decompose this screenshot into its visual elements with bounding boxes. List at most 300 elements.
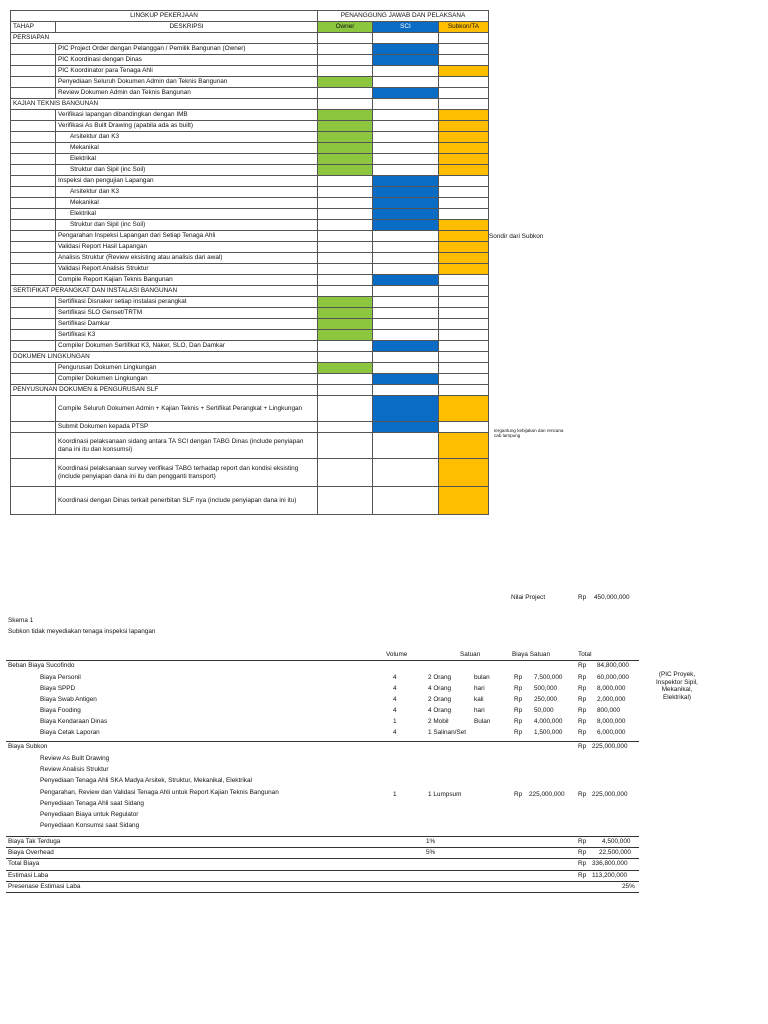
item-unit: hari	[474, 685, 485, 692]
table-row	[11, 66, 489, 77]
nilai-project-value: 450,000,000	[594, 594, 630, 601]
phase-cell	[11, 341, 56, 352]
description-cell: Koordinasi dengan Dinas terkait penerbitan SLF nya (include penyiapan dana ini itu)	[56, 487, 318, 515]
description-cell: Koordinasi pelaksanaan survey verifikasi TABG terhadap report dan kondisi eksisting (include penyiapan dana ini itu dan pengganti transport)	[56, 459, 318, 487]
col-biaya-satuan: Biaya Satuan	[512, 651, 551, 658]
subkon-cell	[439, 77, 489, 88]
phase-cell	[11, 110, 56, 121]
owner-cell	[318, 209, 373, 220]
subkon-item: Penyediaan Tenaga Ahli SKA Madya Arsitek, Struktur, Mekanikal, Elektrikal	[40, 777, 252, 785]
owner-cell	[318, 220, 373, 231]
phase-cell	[11, 487, 56, 515]
header-owner: Owner	[318, 22, 373, 33]
phase-cell	[11, 422, 56, 433]
col-volume: Volume	[386, 651, 408, 658]
item-rp: Rp	[514, 696, 523, 703]
subkon-item: Pengarahan, Review dan Validasi Tenaga Ahli untuk Report Kajian Teknis Bangunan	[40, 788, 279, 796]
rule-line	[6, 741, 639, 742]
subkon-cell	[439, 341, 489, 352]
sci-cell	[373, 242, 439, 253]
subkon-cell	[439, 286, 489, 297]
subkon-cell	[439, 176, 489, 187]
item-volume: 4	[393, 696, 397, 703]
sci-cell	[373, 220, 439, 231]
owner-cell	[318, 385, 373, 396]
item-unit: kali	[474, 696, 484, 703]
subkon-cell	[439, 242, 489, 253]
laba-rp: Rp	[578, 872, 587, 879]
sci-cell	[373, 459, 439, 487]
phase-cell	[11, 242, 56, 253]
table-row	[11, 209, 489, 220]
phase-cell	[11, 121, 56, 132]
phase-cell	[11, 363, 56, 374]
item-volume: 4	[393, 685, 397, 692]
owner-cell	[318, 433, 373, 459]
description-cell: Penyediaan Seluruh Dokumen Admin dan Teknis Bangunan	[56, 77, 318, 88]
sci-cell	[373, 396, 439, 422]
owner-cell	[318, 33, 373, 44]
sci-cell	[373, 363, 439, 374]
header-sci: SCI	[373, 22, 439, 33]
phase-cell	[11, 459, 56, 487]
table-row	[11, 264, 489, 275]
item-rp: Rp	[514, 718, 523, 725]
item-total: 2,000,000	[597, 696, 626, 703]
table-row	[11, 459, 489, 487]
item-volume: 4	[393, 674, 397, 681]
item-qty: 2 Orang	[428, 696, 452, 703]
item-price: 1,500,000	[534, 729, 563, 736]
table-row	[11, 374, 489, 385]
rule-line	[6, 870, 639, 871]
skema-desc: Subkon tidak meyediakan tenaga inspeksi lapangan	[8, 628, 156, 635]
subkon-item: Penyediaan Biaya untuk Regulator	[40, 811, 139, 818]
responsibility-table	[10, 10, 489, 515]
subkon-item: Penyediaan Konsumsi saat Sidang	[40, 822, 140, 830]
phase-cell	[11, 143, 56, 154]
description-cell: Submit Dokumen kepada PTSP	[56, 422, 318, 433]
subkon-qty: 1 Lumpsum	[428, 791, 462, 798]
description-cell: PIC Project Order dengan Pelanggan / Pemilik Bangunan (Owner)	[56, 44, 318, 55]
subkon-cell	[439, 433, 489, 459]
description-cell: Review Dokumen Admin dan Teknis Bangunan	[56, 88, 318, 99]
phase-cell	[11, 231, 56, 242]
item-total: 6,000,000	[597, 729, 626, 736]
owner-cell	[318, 341, 373, 352]
table-row	[11, 297, 489, 308]
item-qty: 4 Orang	[428, 707, 452, 714]
subkon-cell	[439, 396, 489, 422]
item-rp: Rp	[578, 729, 587, 736]
description-cell: Sertifikasi Disnaker setiap instalasi perangkat	[56, 297, 318, 308]
phase-cell	[11, 66, 56, 77]
description-cell: Arsitektur dan K3	[56, 132, 318, 143]
owner-cell	[318, 143, 373, 154]
subkon-cell	[439, 297, 489, 308]
table-row	[11, 231, 489, 242]
tak-terduga-rp: Rp	[578, 838, 587, 845]
sci-cell	[373, 198, 439, 209]
description-cell: PIC Koordinasi dengan Dinas	[56, 55, 318, 66]
owner-cell	[318, 374, 373, 385]
owner-cell	[318, 77, 373, 88]
description-cell: Compiler Dokumen Lingkungan	[56, 374, 318, 385]
table-row	[11, 253, 489, 264]
owner-cell	[318, 88, 373, 99]
owner-cell	[318, 422, 373, 433]
phase-cell	[11, 209, 56, 220]
subkon-cell	[439, 330, 489, 341]
item-name: Biaya Fooding	[40, 707, 81, 714]
description-cell: Struktur dan Sipil (inc Soil)	[56, 220, 318, 231]
subkon-cell	[439, 487, 489, 515]
sci-cell	[373, 286, 439, 297]
overhead-pct: 5%	[426, 849, 436, 856]
phase-cell	[11, 396, 56, 422]
header-subkon: Subkon/TA	[439, 22, 489, 33]
tak-terduga-pct: 1%	[426, 838, 436, 845]
subkon-line-total: 225,000,000	[592, 791, 628, 798]
sci-cell	[373, 231, 439, 242]
owner-cell	[318, 231, 373, 242]
rule-line	[6, 836, 639, 837]
item-price: 4,000,000	[534, 718, 563, 725]
description-cell: Sertifikasi SLO Genset/TRTM	[56, 308, 318, 319]
table-row	[11, 319, 489, 330]
item-rp: Rp	[514, 674, 523, 681]
owner-cell	[318, 176, 373, 187]
subkon-rp2: Rp	[578, 791, 587, 798]
owner-cell	[318, 352, 373, 363]
description-cell: Verifikasi As Built Drawing (apabila ada as built)	[56, 121, 318, 132]
presentase-label: Presenase Estimasi Laba	[8, 883, 81, 890]
subkon-cell	[439, 198, 489, 209]
sci-cell	[373, 352, 439, 363]
item-price: 250,000	[534, 696, 558, 703]
description-cell: Sertifikasi K3	[56, 330, 318, 341]
subkon-cell	[439, 143, 489, 154]
owner-cell	[318, 330, 373, 341]
owner-cell	[318, 110, 373, 121]
rule-line	[6, 858, 639, 859]
subkon-item: Penyediaan Tenaga Ahli saat Sidang	[40, 799, 144, 807]
description-cell: Validasi Report Hasil Lapangan	[56, 242, 318, 253]
total-value: 336,800,000	[592, 860, 628, 867]
phase-cell	[11, 220, 56, 231]
table-row	[11, 143, 489, 154]
subkon-cell	[439, 132, 489, 143]
item-rp: Rp	[514, 685, 523, 692]
overhead-value: 22,500,000	[599, 849, 631, 856]
item-name: Biaya Personil	[40, 674, 81, 681]
item-unit: Bulan	[474, 718, 491, 725]
sci-cell	[373, 433, 439, 459]
subkon-cell	[439, 88, 489, 99]
overhead-label: Biaya Overhead	[8, 849, 54, 856]
sci-cell	[373, 77, 439, 88]
sci-cell	[373, 154, 439, 165]
item-rp: Rp	[514, 729, 523, 736]
item-volume: 4	[393, 707, 397, 714]
description-cell: Inspeksi dan pengujian Lapangan	[56, 176, 318, 187]
item-total: 60,000,000	[597, 674, 629, 681]
item-total: 8,000,000	[597, 718, 626, 725]
sci-cell	[373, 374, 439, 385]
item-qty: 2 Orang	[428, 674, 452, 681]
phase-cell	[11, 132, 56, 143]
subkon-cell	[439, 66, 489, 77]
table-row	[11, 154, 489, 165]
sci-cell	[373, 110, 439, 121]
owner-cell	[318, 165, 373, 176]
phase-cell	[11, 88, 56, 99]
header-row-2	[11, 22, 489, 33]
table-row	[11, 99, 489, 110]
rule-line	[6, 660, 639, 661]
description-cell: Analisis Struktur (Review eksisting atau analisis dari awal)	[56, 253, 318, 264]
item-price: 50,000	[534, 707, 554, 714]
description-cell: Pengurusan Dokumen Lingkungan	[56, 363, 318, 374]
owner-cell	[318, 121, 373, 132]
subkon-cell	[439, 253, 489, 264]
subkon-cell	[439, 121, 489, 132]
table-row	[11, 396, 489, 422]
tak-terduga-label: Biaya Tak Terduga	[8, 838, 61, 845]
subkon-cell	[439, 319, 489, 330]
subkon-cell	[439, 165, 489, 176]
description-cell: Pengarahan Inspeksi Lapangan dari Setiap Tenaga Ahli	[56, 231, 318, 242]
description-cell: Compiler Dokumen Sertifikat K3, Naker, SLO, Dan Damkar	[56, 341, 318, 352]
table-row	[11, 385, 489, 396]
subkon-cell	[439, 99, 489, 110]
sci-cell	[373, 264, 439, 275]
item-name: Biaya SPPD	[40, 685, 76, 692]
col-satuan: Satuan	[460, 651, 481, 658]
owner-cell	[318, 286, 373, 297]
item-total: 8,000,000	[597, 685, 626, 692]
phase-cell	[11, 77, 56, 88]
owner-cell	[318, 308, 373, 319]
table-row	[11, 44, 489, 55]
header-row-1	[11, 11, 489, 22]
rule-line	[6, 881, 639, 882]
sci-cell	[373, 55, 439, 66]
sucofindo-total: 84,800,000	[597, 662, 629, 669]
subkon-cell	[439, 110, 489, 121]
table-row	[11, 176, 489, 187]
sci-cell	[373, 187, 439, 198]
sci-cell	[373, 253, 439, 264]
laba-value: 113,200,000	[592, 872, 628, 879]
sucofindo-note: (PIC Proyek, Inspektor Sipil, Mekanikal, Elektrikal)	[656, 671, 698, 702]
subkon-cell	[439, 154, 489, 165]
subkon-cell	[439, 55, 489, 66]
phase-label: KAJIAN TEKNIS BANGUNAN	[11, 99, 318, 110]
sci-cell	[373, 319, 439, 330]
subkon-cell	[439, 209, 489, 220]
table-row	[11, 77, 489, 88]
subkon-cell	[439, 44, 489, 55]
item-rp: Rp	[578, 696, 587, 703]
owner-cell	[318, 66, 373, 77]
table-row	[11, 330, 489, 341]
description-cell: Struktur dan Sipil (inc Soil)	[56, 165, 318, 176]
item-rp: Rp	[578, 718, 587, 725]
nilai-project-label: Nilai Project	[511, 594, 546, 601]
item-rp: Rp	[578, 685, 587, 692]
owner-cell	[318, 132, 373, 143]
presentase-value: 25%	[622, 883, 635, 890]
total-label: Total Biaya	[8, 860, 40, 867]
phase-cell	[11, 330, 56, 341]
item-rp: Rp	[578, 707, 587, 714]
item-unit: bulan	[474, 674, 490, 681]
table-row	[11, 110, 489, 121]
phase-cell	[11, 154, 56, 165]
sci-cell	[373, 487, 439, 515]
owner-cell	[318, 253, 373, 264]
table-row	[11, 55, 489, 66]
phase-label: PENYUSUNAN DOKUMEN & PENGURUSAN SLF	[11, 385, 318, 396]
owner-cell	[318, 44, 373, 55]
sci-cell	[373, 165, 439, 176]
item-rp: Rp	[578, 674, 587, 681]
subkon-cell	[439, 385, 489, 396]
subkon-rp1: Rp	[514, 791, 523, 798]
description-cell: PIC Koordinator para Tenaga Ahli	[56, 66, 318, 77]
subkon-cell	[439, 422, 489, 433]
phase-cell	[11, 374, 56, 385]
table-row	[11, 121, 489, 132]
phase-label: SERTIFIKAT PERANGKAT DAN INSTALASI BANGUNAN	[11, 286, 318, 297]
subkon-cell	[439, 352, 489, 363]
phase-label: PERSIAPAN	[11, 33, 318, 44]
description-cell: Verifikasi lapangan dibandingkan dengan IMB	[56, 110, 318, 121]
sci-cell	[373, 33, 439, 44]
phase-cell	[11, 275, 56, 286]
phase-cell	[11, 253, 56, 264]
table-row	[11, 132, 489, 143]
item-qty: 4 Orang	[428, 685, 452, 692]
subkon-cell	[439, 308, 489, 319]
subkon-total: 225,000,000	[592, 743, 628, 750]
sci-cell	[373, 88, 439, 99]
sci-cell	[373, 44, 439, 55]
note-tergantung: tergantung kebijakan dan rencana cab lampung	[494, 428, 564, 439]
table-row	[11, 286, 489, 297]
item-total: 800,000	[597, 707, 621, 714]
owner-cell	[318, 275, 373, 286]
phase-cell	[11, 176, 56, 187]
header-lingkup: LINGKUP PEKERJAAN	[11, 11, 318, 22]
subkon-cell	[439, 231, 489, 242]
tak-terduga-value: 4,500,000	[602, 838, 631, 845]
subkon-cell	[439, 363, 489, 374]
table-row	[11, 187, 489, 198]
description-cell: Arsitektur dan K3	[56, 187, 318, 198]
nilai-project-rp: Rp	[578, 594, 587, 601]
owner-cell	[318, 99, 373, 110]
item-rp: Rp	[514, 707, 523, 714]
description-cell: Compile Seluruh Dokumen Admin + Kajian Teknis + Sertifikat Perangkat + Lingkungan	[56, 396, 318, 422]
sci-cell	[373, 176, 439, 187]
table-row	[11, 363, 489, 374]
phase-cell	[11, 55, 56, 66]
item-volume: 1	[393, 718, 397, 725]
sucofindo-rp: Rp	[578, 662, 587, 669]
sucofindo-label: Beban Biaya Sucofindo	[8, 662, 75, 669]
sci-cell	[373, 209, 439, 220]
table-row	[11, 308, 489, 319]
subkon-cell	[439, 187, 489, 198]
item-name: Biaya Kendaraan Dinas	[40, 718, 108, 725]
subkon-cell	[439, 459, 489, 487]
table-row	[11, 33, 489, 44]
sci-cell	[373, 422, 439, 433]
description-cell: Mekanikal	[56, 143, 318, 154]
description-cell: Mekanikal	[56, 198, 318, 209]
table-row	[11, 88, 489, 99]
description-cell: Sertifikasi Damkar	[56, 319, 318, 330]
subkon-cell	[439, 264, 489, 275]
description-cell: Elektrikal	[56, 209, 318, 220]
item-qty: 2 Mobil	[428, 718, 449, 725]
sci-cell	[373, 385, 439, 396]
subkon-rp: Rp	[578, 743, 587, 750]
subkon-label: Biaya Subkon	[8, 743, 48, 750]
owner-cell	[318, 264, 373, 275]
header-deskripsi: DESKRIPSI	[56, 22, 318, 33]
sci-cell	[373, 330, 439, 341]
table-row	[11, 165, 489, 176]
rule-line	[6, 892, 639, 893]
item-name: Biaya Cetak Laporan	[40, 729, 100, 736]
header-penanggung: PENANGGUNG JAWAB DAN PELAKSANA	[318, 11, 489, 22]
subkon-cell	[439, 275, 489, 286]
sci-cell	[373, 308, 439, 319]
subkon-cell	[439, 374, 489, 385]
subkon-cell	[439, 33, 489, 44]
table-row	[11, 242, 489, 253]
phase-cell	[11, 198, 56, 209]
sci-cell	[373, 297, 439, 308]
total-rp: Rp	[578, 860, 587, 867]
owner-cell	[318, 242, 373, 253]
phase-cell	[11, 308, 56, 319]
table-row	[11, 433, 489, 459]
item-volume: 4	[393, 729, 397, 736]
subkon-item: Review As Built Drawing	[40, 755, 110, 762]
table-row	[11, 422, 489, 433]
item-price: 500,000	[534, 685, 558, 692]
sci-cell	[373, 121, 439, 132]
owner-cell	[318, 396, 373, 422]
phase-cell	[11, 319, 56, 330]
phase-cell	[11, 433, 56, 459]
sci-cell	[373, 143, 439, 154]
subkon-price: 225,000,000	[529, 791, 565, 798]
header-tahap: TAHAP	[11, 22, 56, 33]
overhead-rp: Rp	[578, 849, 587, 856]
subkon-vol: 1	[393, 791, 397, 798]
table-row	[11, 487, 489, 515]
phase-cell	[11, 187, 56, 198]
table-row	[11, 352, 489, 363]
item-qty: 1 Salinan/Set	[428, 729, 467, 736]
phase-cell	[11, 297, 56, 308]
sci-cell	[373, 132, 439, 143]
